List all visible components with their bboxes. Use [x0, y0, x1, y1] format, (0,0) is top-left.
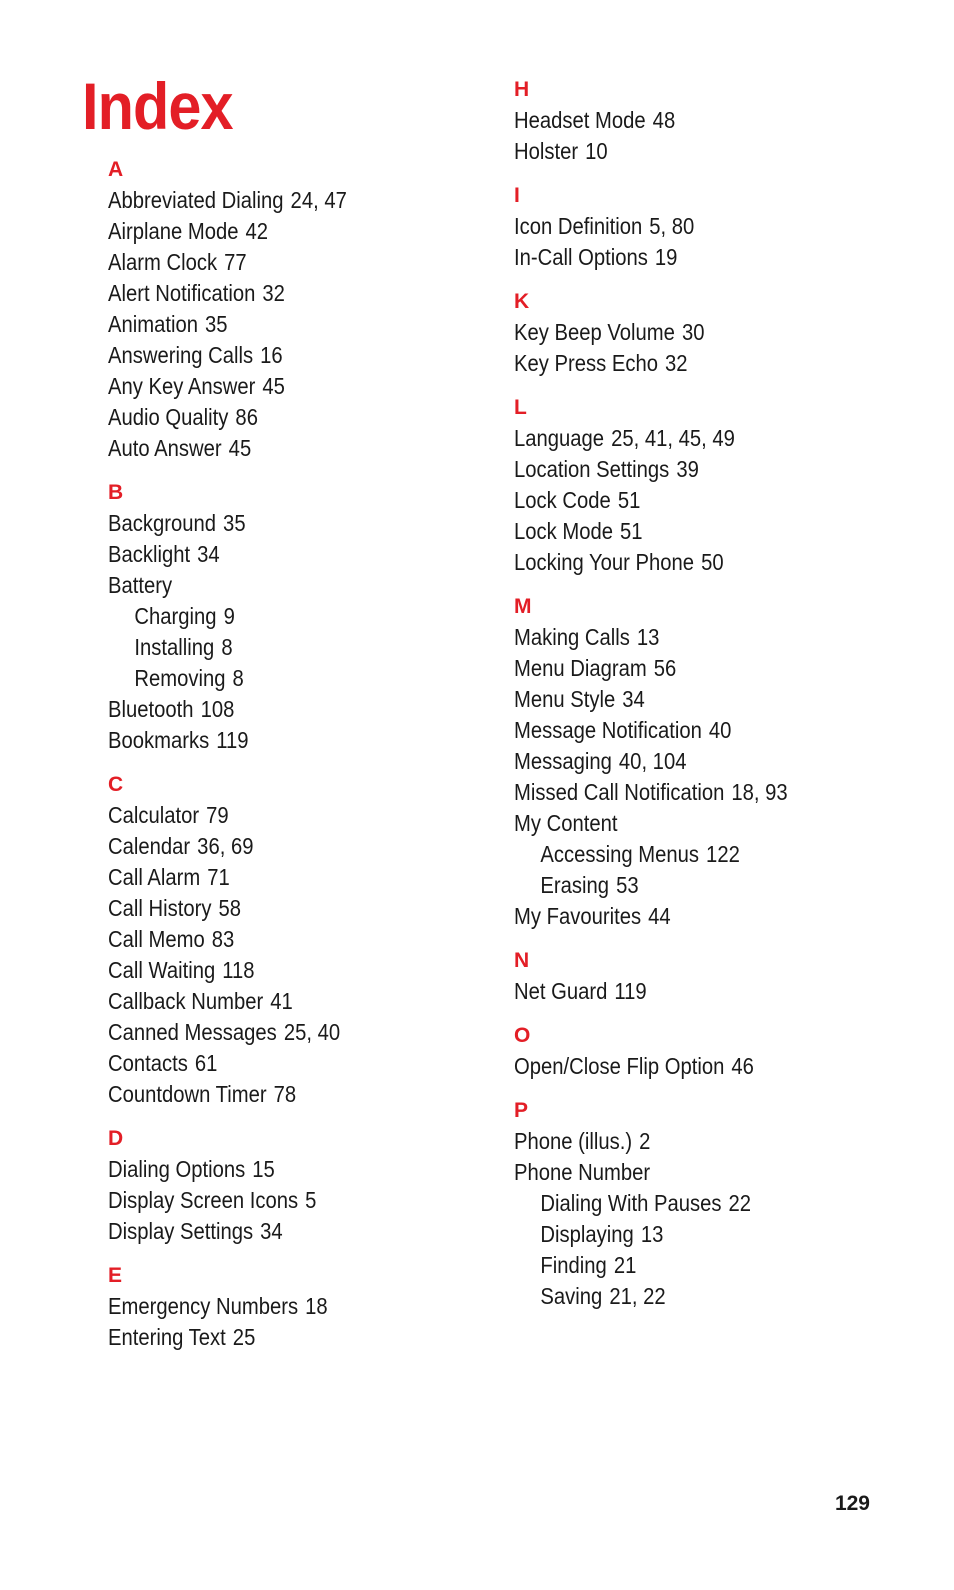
index-entry: [514, 808, 866, 839]
entry-term: My Favourites: [514, 903, 642, 929]
index-entry: [108, 371, 460, 402]
entry-term: Call Waiting: [108, 957, 216, 983]
entry-pages: 13: [636, 624, 660, 650]
section-letter: L: [514, 396, 527, 419]
entry-term: Headset Mode: [514, 107, 646, 133]
index-entry: [514, 454, 866, 485]
index-section-n: [514, 948, 914, 1007]
index-entry: [514, 485, 866, 516]
entry-pages: 46: [731, 1053, 754, 1079]
index-entry: [514, 976, 866, 1007]
entry-pages: 18, 93: [731, 779, 788, 805]
entry-pages: 8: [221, 634, 233, 660]
entry-term: Calculator: [108, 802, 200, 828]
entry-term: Lock Code: [514, 487, 611, 513]
entry-term: Menu Style: [514, 686, 616, 712]
entry-term: Call History: [108, 895, 212, 921]
index-subentry: [514, 1188, 866, 1219]
entry-pages: 108: [200, 696, 235, 722]
entry-term: Alert Notification: [108, 280, 256, 306]
entry-term: Language: [514, 425, 605, 451]
entry-pages: 48: [652, 107, 676, 133]
entry-pages: 16: [260, 342, 283, 368]
entry-pages: 45: [262, 373, 285, 399]
index-entry: [108, 216, 460, 247]
index-entry: [514, 653, 866, 684]
entry-term: Call Memo: [108, 926, 205, 952]
section-letter: K: [514, 290, 530, 313]
entry-pages: 21, 22: [609, 1283, 666, 1309]
index-entry: [108, 247, 460, 278]
entry-pages: 83: [211, 926, 235, 952]
entry-term: Animation: [108, 311, 199, 337]
entry-pages: 79: [206, 802, 229, 828]
index-entry: [514, 211, 866, 242]
entry-pages: 78: [273, 1081, 297, 1107]
entry-term: Location Settings: [514, 456, 670, 482]
entry-pages: 34: [622, 686, 645, 712]
entry-term: Abbreviated Dialing: [108, 187, 284, 213]
entry-term: Missed Call Notification: [514, 779, 725, 805]
entry-pages: 77: [224, 249, 247, 275]
entry-pages: 30: [681, 319, 705, 345]
index-entry: [514, 547, 866, 578]
entry-term: Accessing Menus: [540, 841, 700, 867]
index-entry: [108, 570, 460, 601]
entry-term: Messaging: [514, 748, 612, 774]
index-entry: [108, 694, 460, 725]
index-entry: [514, 901, 866, 932]
section-letter: N: [514, 949, 530, 972]
index-section-m: [514, 594, 914, 932]
entry-term: Bookmarks: [108, 727, 210, 753]
index-entry: [514, 348, 866, 379]
entry-pages: 18: [305, 1293, 328, 1319]
index-subentry: [514, 839, 866, 870]
entry-pages: 39: [676, 456, 699, 482]
section-letter: H: [514, 78, 530, 101]
section-letter: M: [514, 595, 532, 618]
entry-term: Lock Mode: [514, 518, 614, 544]
entry-pages: 86: [235, 404, 258, 430]
entry-pages: 118: [222, 957, 255, 983]
index-entry: [108, 862, 460, 893]
entry-pages: 36, 69: [197, 833, 254, 859]
entry-pages: 21: [613, 1252, 637, 1278]
entry-term: Key Press Echo: [514, 350, 659, 376]
section-letter: A: [108, 158, 124, 181]
index-entry: [514, 1051, 866, 1082]
index-entry: [108, 893, 460, 924]
index-section-o: [514, 1023, 914, 1082]
entry-term: Airplane Mode: [108, 218, 239, 244]
entry-term: Message Notification: [514, 717, 702, 743]
entry-term: Battery: [108, 572, 173, 598]
section-letter: E: [108, 1264, 123, 1287]
entry-pages: 45: [228, 435, 252, 461]
entry-pages: 35: [223, 510, 246, 536]
entry-term: Answering Calls: [108, 342, 254, 368]
entry-term: Auto Answer: [108, 435, 222, 461]
entry-term: Removing: [134, 665, 226, 691]
index-entry: [514, 423, 866, 454]
index-subentry: [108, 601, 460, 632]
entry-pages: 119: [614, 978, 647, 1004]
entry-pages: 71: [207, 864, 230, 890]
entry-term: Key Beep Volume: [514, 319, 675, 345]
entry-pages: 35: [205, 311, 228, 337]
index-entry: [108, 1216, 460, 1247]
index-entry: [108, 1017, 460, 1048]
entry-term: Holster: [514, 138, 579, 164]
index-column-left: [108, 157, 508, 1369]
entry-pages: 32: [262, 280, 285, 306]
entry-pages: 34: [260, 1218, 283, 1244]
entry-term: Open/Close Flip Option: [514, 1053, 725, 1079]
index-entry: [514, 136, 866, 167]
entry-term: In-Call Options: [514, 244, 648, 270]
index-entry: [108, 508, 460, 539]
index-subentry: [514, 870, 866, 901]
entry-pages: 13: [640, 1221, 664, 1247]
entry-term: Icon Definition: [514, 213, 643, 239]
section-letter: P: [514, 1099, 529, 1122]
index-entry: [514, 684, 866, 715]
entry-pages: 44: [648, 903, 671, 929]
entry-pages: 32: [665, 350, 688, 376]
entry-pages: 10: [585, 138, 608, 164]
entry-term: Background: [108, 510, 217, 536]
entry-pages: 34: [197, 541, 220, 567]
index-section-b: [108, 480, 508, 756]
entry-term: Audio Quality: [108, 404, 229, 430]
index-section-d: [108, 1126, 508, 1247]
index-section-e: [108, 1263, 508, 1353]
index-section-l: [514, 395, 914, 578]
index-section-k: [514, 289, 914, 379]
index-subentry: [514, 1281, 866, 1312]
index-entry: [108, 1079, 460, 1110]
entry-pages: 61: [194, 1050, 218, 1076]
entry-pages: 119: [216, 727, 249, 753]
index-entry: [108, 340, 460, 371]
entry-pages: 22: [728, 1190, 752, 1216]
entry-term: Dialing With Pauses: [540, 1190, 722, 1216]
index-entry: [108, 986, 460, 1017]
entry-term: Backlight: [108, 541, 191, 567]
index-entry: [108, 402, 460, 433]
index-entry: [108, 924, 460, 955]
entry-pages: 25, 40: [283, 1019, 341, 1045]
entry-pages: 25: [232, 1324, 256, 1350]
entry-pages: 15: [252, 1156, 275, 1182]
entry-term: Erasing: [540, 872, 610, 898]
entry-pages: 53: [616, 872, 639, 898]
entry-term: Finding: [540, 1252, 607, 1278]
index-entry: [514, 516, 866, 547]
entry-term: Alarm Clock: [108, 249, 218, 275]
index-entry: [514, 777, 866, 808]
entry-pages: 2: [639, 1128, 651, 1154]
section-letter: I: [514, 184, 520, 207]
index-entry: [108, 1048, 460, 1079]
entry-term: Phone (illus.): [514, 1128, 633, 1154]
index-section-i: [514, 183, 914, 273]
entry-term: Net Guard: [514, 978, 608, 1004]
index-entry: [108, 185, 460, 216]
index-entry: [108, 433, 460, 464]
entry-pages: 5, 80: [649, 213, 695, 239]
index-entry: [108, 1322, 460, 1353]
index-subentry: [108, 632, 460, 663]
entry-pages: 42: [245, 218, 269, 244]
index-subentry: [108, 663, 460, 694]
entry-pages: 41: [270, 988, 293, 1014]
entry-term: Call Alarm: [108, 864, 201, 890]
entry-pages: 51: [617, 487, 641, 513]
index-entry: [514, 242, 866, 273]
entry-pages: 51: [620, 518, 643, 544]
entry-term: Any Key Answer: [108, 373, 256, 399]
entry-term: Phone Number: [514, 1159, 651, 1185]
entry-term: Dialing Options: [108, 1156, 246, 1182]
entry-term: Charging: [134, 603, 217, 629]
index-entry: [108, 539, 460, 570]
index-entry: [108, 725, 460, 756]
page-number: 129: [834, 1492, 870, 1515]
index-entry: [514, 715, 866, 746]
section-letter: O: [514, 1024, 531, 1047]
entry-term: Displaying: [540, 1221, 634, 1247]
index-entry: [108, 1291, 460, 1322]
index-entry: [108, 278, 460, 309]
entry-term: Contacts: [108, 1050, 188, 1076]
entry-pages: 25, 41, 45, 49: [611, 425, 735, 451]
entry-term: Installing: [134, 634, 215, 660]
entry-term: Locking Your Phone: [514, 549, 695, 575]
entry-pages: 58: [218, 895, 242, 921]
section-letter: B: [108, 481, 124, 504]
entry-term: Calendar: [108, 833, 191, 859]
index-entry: [108, 955, 460, 986]
index-entry: [108, 309, 460, 340]
index-entry: [514, 105, 866, 136]
index-entry: [108, 1154, 460, 1185]
entry-term: Menu Diagram: [514, 655, 647, 681]
entry-term: Canned Messages: [108, 1019, 277, 1045]
entry-pages: 122: [706, 841, 740, 867]
entry-pages: 50: [701, 549, 724, 575]
entry-term: Bluetooth: [108, 696, 194, 722]
index-section-p: [514, 1098, 914, 1312]
section-letter: C: [108, 773, 124, 796]
entry-term: Emergency Numbers: [108, 1293, 299, 1319]
index-entry: [514, 317, 866, 348]
entry-term: Display Settings: [108, 1218, 254, 1244]
entry-term: Making Calls: [514, 624, 630, 650]
entry-pages: 24, 47: [290, 187, 347, 213]
index-subentry: [514, 1219, 866, 1250]
entry-pages: 40: [708, 717, 732, 743]
index-entry: [108, 800, 460, 831]
entry-pages: 19: [654, 244, 678, 270]
index-section-a: [108, 157, 508, 464]
entry-term: Callback Number: [108, 988, 264, 1014]
entry-term: Saving: [540, 1283, 603, 1309]
entry-term: Display Screen Icons: [108, 1187, 299, 1213]
section-letter: D: [108, 1127, 124, 1150]
page-title: Index: [82, 69, 233, 143]
entry-pages: 5: [305, 1187, 317, 1213]
entry-term: My Content: [514, 810, 618, 836]
index-entry: [108, 831, 460, 862]
index-subentry: [514, 1250, 866, 1281]
entry-pages: 40, 104: [618, 748, 687, 774]
entry-term: Countdown Timer: [108, 1081, 267, 1107]
index-section-c: [108, 772, 508, 1110]
entry-pages: 9: [223, 603, 235, 629]
index-entry: [514, 622, 866, 653]
index-entry: [514, 746, 866, 777]
index-entry: [514, 1157, 866, 1188]
index-entry: [108, 1185, 460, 1216]
entry-pages: 8: [232, 665, 244, 691]
index-column-right: [514, 77, 914, 1328]
entry-term: Entering Text: [108, 1324, 226, 1350]
entry-pages: 56: [653, 655, 677, 681]
index-entry: [514, 1126, 866, 1157]
index-section-h: [514, 77, 914, 167]
